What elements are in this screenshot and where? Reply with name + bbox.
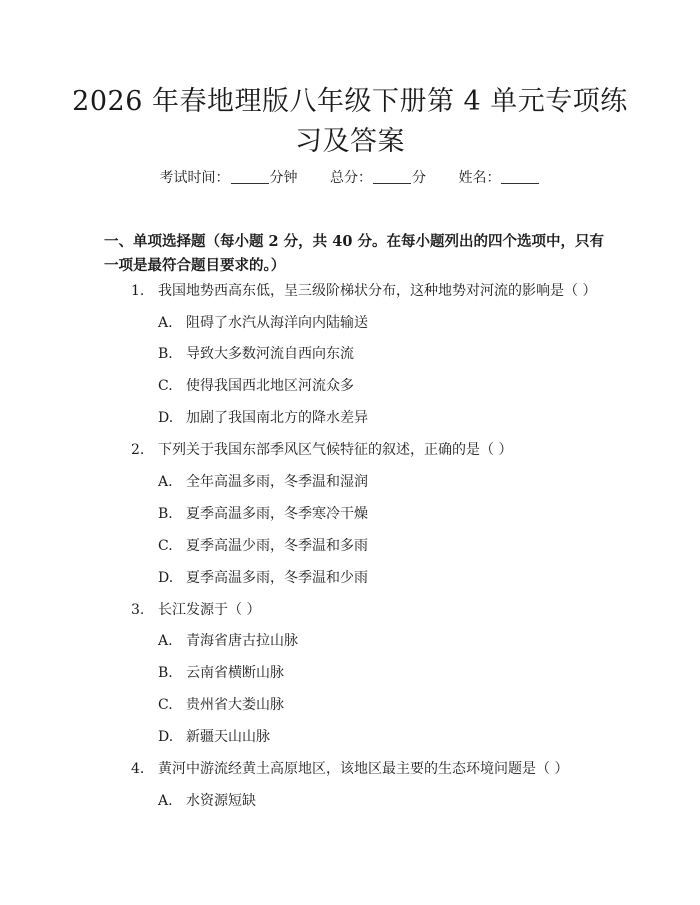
question-text: 长江发源于（ ） xyxy=(158,602,261,618)
question-3-option-a xyxy=(158,631,298,651)
question-1-option-b xyxy=(158,344,354,364)
question-number: 2. xyxy=(131,442,145,458)
exam-time-blank xyxy=(231,169,269,184)
question-1 xyxy=(131,281,596,301)
option-letter: D. xyxy=(158,729,174,745)
total-score-unit: 分 xyxy=(412,170,426,186)
option-text: 新疆天山山脉 xyxy=(186,729,270,745)
section-heading: 一、单项选择题（每小题 2 分，共 40 分。在每小题列出的四个选项中，只有一项是最符合题目要求的。） xyxy=(104,233,604,274)
option-letter: A. xyxy=(158,474,173,490)
exam-time-field xyxy=(160,168,298,188)
option-text: 全年高温多雨，冬季温和湿润 xyxy=(186,474,368,490)
option-letter: C. xyxy=(158,378,173,394)
question-number: 4. xyxy=(131,761,145,777)
name-blank xyxy=(501,169,539,184)
question-4 xyxy=(131,759,568,779)
question-1-option-c xyxy=(158,376,354,396)
question-text: 我国地势西高东低，呈三级阶梯状分布，这种地势对河流的影响是（ ） xyxy=(158,283,597,299)
question-3-option-b xyxy=(158,663,284,683)
option-text: 水资源短缺 xyxy=(186,793,256,809)
question-2-option-d xyxy=(158,568,368,588)
option-letter: A. xyxy=(158,633,173,649)
question-4-option-a xyxy=(158,791,256,811)
option-text: 云南省横断山脉 xyxy=(186,665,284,681)
option-text: 阻碍了水汽从海洋向内陆输送 xyxy=(186,315,368,331)
exam-time-unit: 分钟 xyxy=(269,170,298,186)
question-number: 1. xyxy=(131,283,145,299)
option-text: 贵州省大娄山脉 xyxy=(186,697,284,713)
question-3-option-d xyxy=(158,727,270,747)
option-text: 导致大多数河流自西向东流 xyxy=(186,346,354,362)
name-label: 姓名： xyxy=(458,170,501,186)
question-2-option-c xyxy=(158,536,368,556)
option-text: 加剧了我国南北方的降水差异 xyxy=(186,410,368,426)
question-text: 黄河中游流经黄土高原地区，该地区最主要的生态环境问题是（ ） xyxy=(158,761,569,777)
option-text: 夏季高温多雨，冬季温和少雨 xyxy=(186,570,368,586)
question-2-option-a xyxy=(158,472,368,492)
exam-time-label: 考试时间： xyxy=(159,170,230,186)
question-1-option-a xyxy=(158,313,368,333)
document-title: 2026 年春地理版八年级下册第 4 单元专项练习及答案 xyxy=(72,86,628,157)
name-field xyxy=(458,168,540,188)
option-letter: B. xyxy=(158,506,173,522)
total-score-blank xyxy=(373,169,411,184)
option-letter: B. xyxy=(158,346,173,362)
option-text: 夏季高温多雨，冬季寒冷干燥 xyxy=(186,506,368,522)
total-score-label: 总分： xyxy=(330,170,372,186)
option-letter: C. xyxy=(158,697,173,713)
question-2-option-b xyxy=(158,504,368,524)
total-score-field xyxy=(330,168,426,188)
question-number: 3. xyxy=(131,602,145,618)
option-letter: A. xyxy=(158,315,173,331)
question-2 xyxy=(131,440,512,460)
exam-info-line xyxy=(0,168,700,188)
question-3 xyxy=(131,600,260,620)
option-letter: D. xyxy=(158,410,174,426)
question-3-option-c xyxy=(158,695,284,715)
question-1-option-d xyxy=(158,408,368,428)
option-text: 夏季高温少雨，冬季温和多雨 xyxy=(186,538,368,554)
option-letter: C. xyxy=(158,538,173,554)
question-text: 下列关于我国东部季风区气候特征的叙述，正确的是（ ） xyxy=(158,442,513,458)
option-letter: D. xyxy=(158,570,174,586)
option-letter: B. xyxy=(158,665,173,681)
option-text: 青海省唐古拉山脉 xyxy=(186,633,298,649)
option-letter: A. xyxy=(158,793,173,809)
option-text: 使得我国西北地区河流众多 xyxy=(186,378,354,394)
